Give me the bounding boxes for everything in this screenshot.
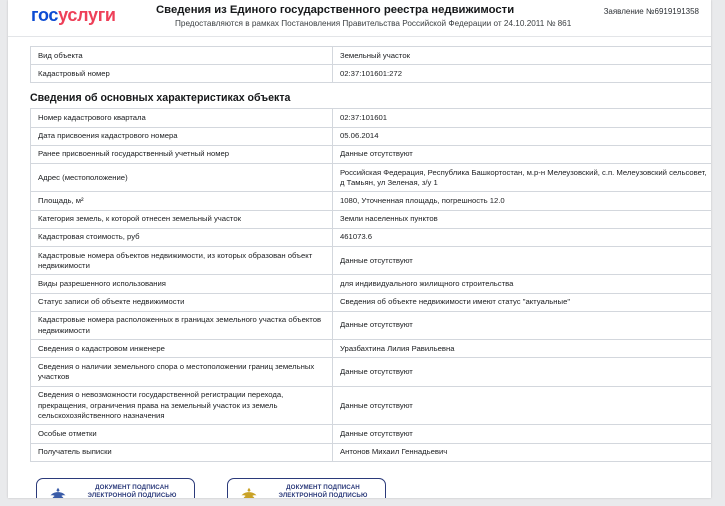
row-value: Данные отсутствуют [333,247,712,275]
row-value: Данные отсутствуют [333,386,712,425]
row-value: Земельный участок [333,47,712,65]
coat-of-arms-icon [44,485,72,498]
row-key: Сведения о невозможности государственной регистрации перехода, прекращения, ограничения права на земельный участок из земель сельскохозяйственного назначения [31,386,333,425]
row-value: 1080, Уточненная площадь, погрешность 12.0 [333,192,712,210]
row-key: Кадастровый номер [31,65,333,83]
table-row [31,293,712,311]
row-key: Номер кадастрового квартала [31,109,333,127]
row-key: Кадастровые номера расположенных в границах земельного участка объектов недвижимости [31,311,333,339]
logo-text-red: услуги [58,5,116,25]
row-key: Особые отметки [31,425,333,443]
table-row [31,340,712,358]
object-summary-table [30,46,711,83]
signature-stamp-rosreestr [36,478,195,498]
table-row [31,228,712,246]
table-row [31,443,712,461]
row-value: 05.06.2014 [333,127,712,145]
table-row [31,164,712,192]
row-value: Данные отсутствуют [333,311,712,339]
table-row [31,311,712,339]
signature-stamps [8,478,711,498]
row-key: Дата присвоения кадастрового номера [31,127,333,145]
object-characteristics-table [30,108,711,461]
gosuslugi-logo [31,5,116,25]
application-number: Заявление №6919191358 [603,7,699,16]
row-key: Кадастровые номера объектов недвижимости, из которых образован объект недвижимости [31,247,333,275]
row-value: Сведения об объекте недвижимости имеют статус "актуальные" [333,293,712,311]
row-value: 02:37:101601:272 [333,65,712,83]
row-key: Сведения о кадастровом инженере [31,340,333,358]
row-value: Антонов Михаил Геннадьевич [333,443,712,461]
row-value: для индивидуального жилищного строительства [333,275,712,293]
table-row [31,425,712,443]
row-key: Категория земель, к которой отнесен земельный участок [31,210,333,228]
row-key: Сведения о наличии земельного спора о местоположении границ земельных участков [31,358,333,386]
row-value: 02:37:101601 [333,109,712,127]
table-row [31,247,712,275]
row-value: Данные отсутствуют [333,425,712,443]
row-key: Площадь, м² [31,192,333,210]
table-row [31,358,712,386]
table-row [31,47,712,65]
row-key: Статус записи об объекте недвижимости [31,293,333,311]
table-row [31,386,712,425]
signature-stamp-mincifry [227,478,386,498]
stamp-heading-text: ДОКУМЕНТ ПОДПИСАН ЭЛЕКТРОННОЙ ПОДПИСЬЮ [87,483,177,498]
document-header [8,0,711,37]
coat-of-arms-icon [235,485,263,498]
table-row [31,127,712,145]
document-page [8,0,711,498]
row-value: Данные отсутствуют [333,145,712,163]
row-value: 461073.6 [333,228,712,246]
document-subtitle: Предоставляются в рамках Постановления Правительства Российской Федерации от 24.10.2011 № 861 [175,19,572,28]
stamp-heading-text: ДОКУМЕНТ ПОДПИСАН ЭЛЕКТРОННОЙ ПОДПИСЬЮ [278,483,368,498]
row-value: Уразбахтина Лилия Равильевна [333,340,712,358]
row-key: Кадастровая стоимость, руб [31,228,333,246]
row-value: Данные отсутствуют [333,358,712,386]
row-key: Ранее присвоенный государственный учетный номер [31,145,333,163]
row-value: Российская Федерация, Республика Башкортостан, м.р-н Мелеузовский, с.п. Мелеузовский сельсовет, д Тамьян, ул Зеленая, з/у 1 [333,164,712,192]
row-key: Получатель выписки [31,443,333,461]
table-row [31,109,712,127]
table-row [31,145,712,163]
table-row [31,192,712,210]
table-row [31,65,712,83]
logo-text-blue: гос [31,5,59,25]
table-row [31,275,712,293]
row-key: Вид объекта [31,47,333,65]
row-value: Земли населенных пунктов [333,210,712,228]
document-title: Сведения из Единого государственного реестра недвижимости [156,4,515,16]
row-key: Адрес (местоположение) [31,164,333,192]
row-key: Виды разрешенного использования [31,275,333,293]
section-heading: Сведения об основных характеристиках объекта [30,92,291,105]
table-row [31,210,712,228]
document-body [8,46,711,498]
